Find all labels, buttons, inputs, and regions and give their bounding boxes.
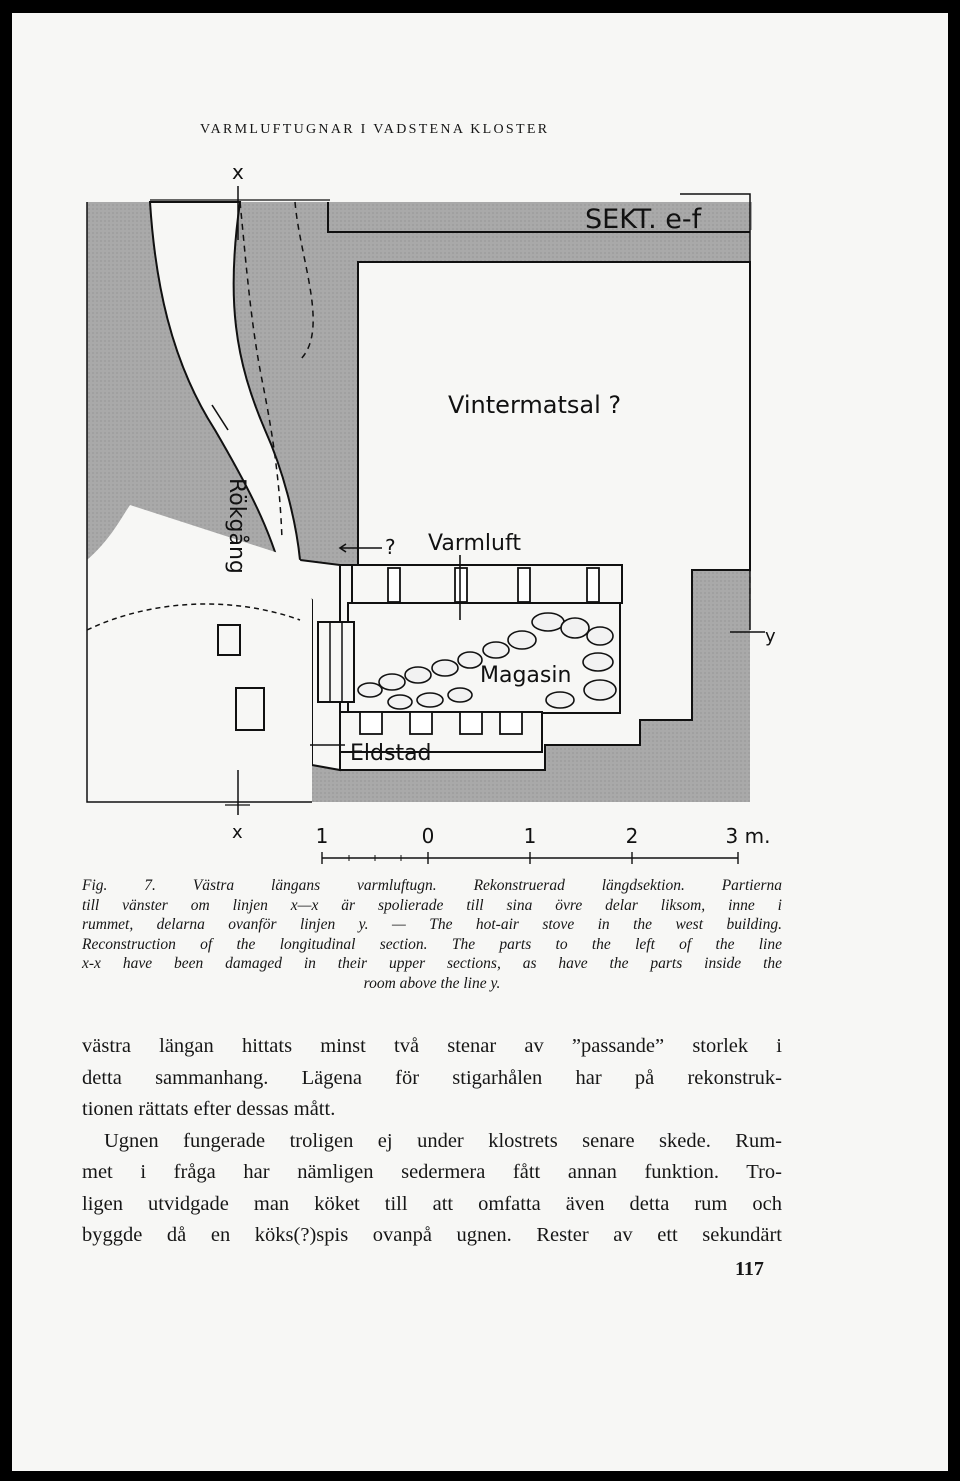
caption-line: till vänster om linjen x—x är spolierade till sina övre delar liksom, inne i <box>82 896 782 914</box>
scale-tick-label: 2 <box>625 824 639 848</box>
caption-line: Reconstruction of the longitudinal section. The parts to the left of the line <box>82 935 782 953</box>
caption-line: room above the line y. <box>363 974 501 992</box>
body-text <box>82 1031 782 1252</box>
caption-line: rummet, delarna ovanför linjen y. — The hot-air stove in the west building. <box>82 916 782 933</box>
chimney-label: Rökgång <box>224 478 249 574</box>
scale-bar <box>316 824 771 864</box>
scale-tick-label: 0 <box>421 824 435 848</box>
caption-line: Fig. 7. Västra längans varmluftugn. Rekonstruerad längdsektion. Partierna <box>82 877 782 894</box>
x-bottom-label: x <box>232 822 243 843</box>
x-top-label: x <box>232 160 244 184</box>
scale-tick-label: 3 m. <box>725 824 771 848</box>
running-head: VARMLUFTUGNAR I VADSTENA KLOSTER <box>200 122 550 137</box>
body-line: tionen rättats efter dessas mått. <box>82 1098 336 1120</box>
y-label: y <box>765 626 776 647</box>
scale-tick-label: 1 <box>315 824 329 848</box>
body-line: ligen utvidgade man köket till att omfatta även detta rum och <box>82 1192 782 1215</box>
body-line: detta sammanhang. Lägena för stigarhålen har på rekonstruk- <box>82 1066 782 1089</box>
figure-caption <box>82 876 782 993</box>
body-line: västra längan hittats minst två stenar av ”passande” storlek i <box>82 1035 782 1057</box>
hearth-label: Eldstad <box>350 741 432 766</box>
section-label: SEKT. e-f <box>585 204 702 235</box>
scale-tick-label: 1 <box>523 824 537 848</box>
room-label: Vintermatsal ? <box>448 391 622 419</box>
body-line: Ugnen fungerade troligen ej under klostrets senare skede. Rum- <box>104 1129 782 1152</box>
caption-line: x-x have been damaged in their upper sections, as have the parts inside the <box>82 955 782 972</box>
body-line: byggde då en köks(?)spis ovanpå ugnen. Rester av ett sekundärt <box>82 1224 782 1246</box>
body-line: met i fråga har nämligen sedermera fått annan funktion. Tro- <box>82 1161 782 1183</box>
storage-label: Magasin <box>480 663 572 688</box>
warm-air-query-label: ? <box>385 535 396 559</box>
page-number: 117 <box>735 1258 764 1280</box>
warm-air-label: Varmluft <box>428 531 521 556</box>
